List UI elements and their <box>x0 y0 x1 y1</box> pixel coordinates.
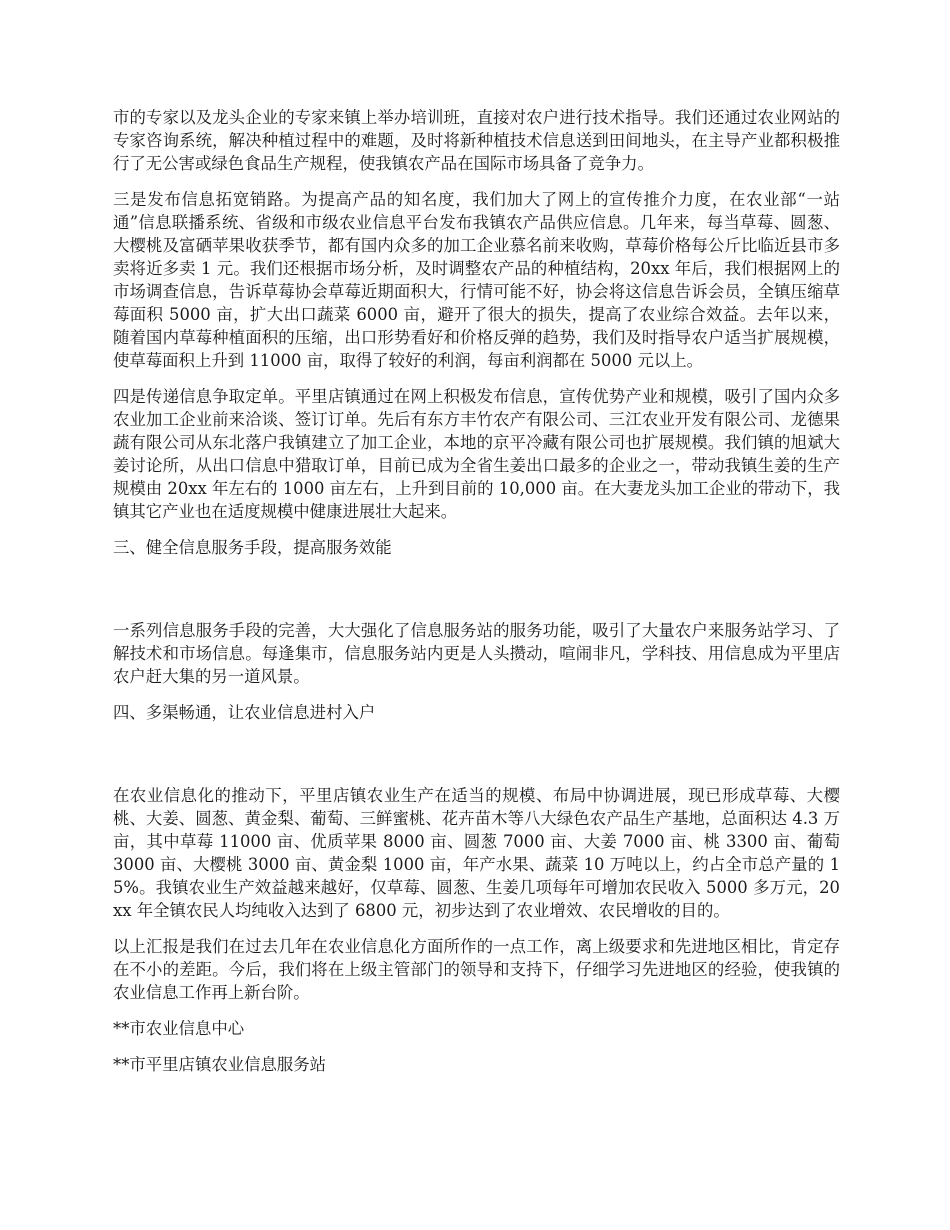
signature-town-station: **市平里店镇农业信息服务站 <box>113 1055 327 1074</box>
paragraph-production-results: 在农业信息化的推动下，平里店镇农业生产在适当的规模、布局中协调进展，现已形成草莓、大樱桃、大姜、圆葱、黄金梨、葡萄、三鲜蜜桃、花卉苗木等八大绿色农产品生产基地，总面积达 4.3 万亩，其中草莓 11000 亩、优质苹果 8000 亩、圆葱 7000 亩、大姜 7000 亩、桃 3300 亩、葡萄 3000 亩、大樱桃 3000 亩、黄金梨 1000 亩，年产水果、蔬菜 10 万吨以上，约占全市总产量的 15%。我镇农业生产效益越来越好，仅草莓、圆葱、生姜几项每年可增加农民收入 5000 多万元，20xx 年全镇农民人均纯收入达到了 6800 元，初步达到了农业增效、农民增收的目的。 <box>113 786 840 920</box>
signature-city-center: **市农业信息中心 <box>113 1019 245 1038</box>
blank-space <box>113 737 840 784</box>
paragraph-summary: 以上汇报是我们在过去几年在农业信息化方面所作的一点工作，离上级要求和先进地区相比，肯定存在不小的差距。今后，我们将在上级主管部门的领导和支持下，仔细学习先进地区的经验，使我镇的农业信息工作再上新台阶。 <box>113 937 840 1002</box>
paragraph-expand-sales: 三是发布信息拓宽销路。为提高产品的知名度，我们加大了网上的宣传推介力度，在农业部“一站通”信息联播系统、省级和市级农业信息平台发布我镇农产品供应信息。几年来，每当草莓、圆葱、大樱桃及富硒苹果收获季节，都有国内众多的加工企业慕名前来收购，草莓价格每公斤比临近县市多卖将近多卖 1 元。我们还根据市场分析，及时调整农产品的种植结构，20xx 年后，我们根据网上的市场调查信息，告诉草莓协会草莓近期面积大，行情可能不好，协会将这信息告诉会员，全镇压缩草莓面积 5000 亩，扩大出口蔬菜 6000 亩，避开了很大的损失，提高了农业综合效益。去年以来，随着国内草莓种植面积的压缩，出口形势看好和价格反弹的趋势，我们及时指导农户适当扩展规模，使草莓面积上升到 11000 亩，取得了较好的利润，每亩利润都在 5000 元以上。 <box>113 190 840 370</box>
section-heading-4: 四、多渠畅通，让农业信息进村入户 <box>113 703 376 722</box>
document-body <box>113 106 840 1089</box>
blank-space <box>113 572 840 619</box>
paragraph-orders: 四是传递信息争取定单。平里店镇通过在网上积极发布信息，宣传优势产业和规模，吸引了国内众多农业加工企业前来洽谈、签订订单。先后有东方丰竹农产有限公司、三江农业开发有限公司、龙德果蔬有限公司从东北落户我镇建立了加工企业，本地的京平冷藏有限公司也扩展规模。我们镇的旭斌大姜讨论所，从出口信息中猎取订单，目前已成为全省生姜出口最多的企业之一，带动我镇生姜的生产规模由 20xx 年左右的 1000 亩左右，上升到目前的 10,000 亩。在大妻龙头加工企业的带动下，我镇其它产业也在适度规模中健康进展壮大起来。 <box>113 387 840 521</box>
section-heading-3: 三、健全信息服务手段，提高服务效能 <box>113 538 392 557</box>
paragraph-expert-training: 市的专家以及龙头企业的专家来镇上举办培训班，直接对农户进行技术指导。我们还通过农业网站的专家咨询系统，解决种植过程中的难题，及时将新种植技术信息送到田间地头，在主导产业都积极推行了无公害或绿色食品生产规程，使我镇农产品在国际市场具备了竞争力。 <box>113 108 840 173</box>
paragraph-service-means: 一系列信息服务手段的完善，大大强化了信息服务站的服务功能，吸引了大量农户来服务站学习、了解技术和市场信息。每逢集市，信息服务站内更是人头攒动，喧闹非凡，学科技、用信息成为平里店农户赶大集的另一道风景。 <box>113 621 840 686</box>
